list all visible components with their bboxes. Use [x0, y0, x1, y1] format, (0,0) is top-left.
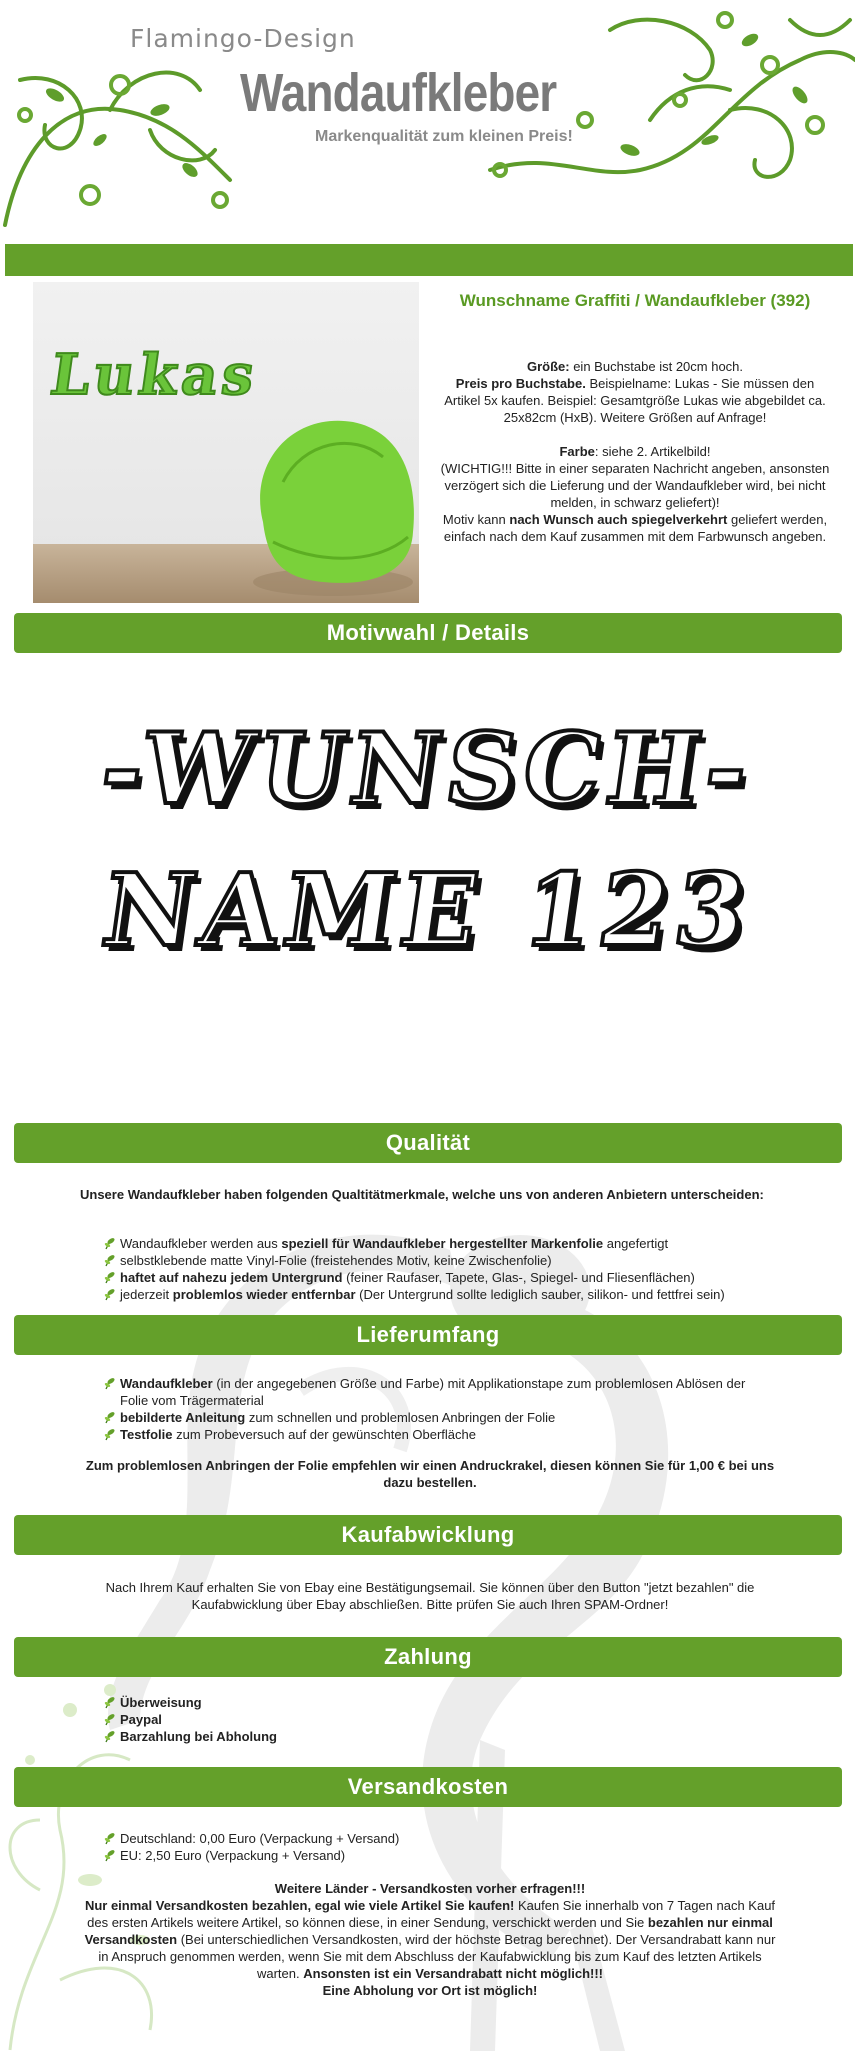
color-text: : siehe 2. Artikelbild! — [594, 444, 711, 459]
product-image — [33, 282, 419, 603]
versand-details — [80, 1880, 780, 1999]
leaf-bullet-icon — [104, 1237, 115, 1250]
list-item: Wandaufkleber (in der angegebenen Größe und Farbe) mit Applikationstape zum problemlosen Ablösen der Folie vom Trägermaterial — [104, 1375, 764, 1409]
price-text: Beispielname: Lukas - Sie müssen den Artikel 5x kaufen. Beispiel: Gesamtgröße Lukas wie abgebildet ca. 25x82cm (HxB). Weitere Größen auf Anfrage! — [444, 376, 826, 425]
section-kaufabwicklung-banner: Kaufabwicklung — [14, 1515, 842, 1555]
header-title: Wandaufkleber — [240, 63, 557, 123]
list-item: Barzahlung bei Abholung — [104, 1728, 504, 1745]
motiv-line-2: NAME 123 — [95, 851, 760, 969]
list-item: selbstklebende matte Vinyl-Folie (freistehendes Motiv, keine Zwischenfolie) — [104, 1252, 824, 1269]
zahlung-list — [104, 1694, 504, 1745]
list-item: haftet auf nahezu jedem Untergrund (feiner Raufaser, Tapete, Glas-, Spiegel- und Fliesenflächen) — [104, 1269, 824, 1286]
kaufabwicklung-text: Nach Ihrem Kauf erhalten Sie von Ebay eine Bestätigungsemail. Sie können über den Button "jetzt bezahlen" die Kaufabwicklung über Ebay abschließen. Bitte prüfen Sie auch Ihren SPAM-Ordner! — [105, 1580, 755, 1612]
section-motiv-banner: Motivwahl / Details — [14, 613, 842, 653]
price-label: Preis pro Buchstabe. — [455, 376, 586, 391]
size-label: Größe: — [526, 359, 570, 374]
header-brand: Flamingo-Design — [130, 24, 356, 53]
leaf-bullet-icon — [104, 1377, 115, 1390]
versand-list — [104, 1830, 604, 1864]
section-lieferumfang-banner: Lieferumfang — [14, 1315, 842, 1355]
color-label: Farbe — [559, 444, 595, 459]
leaf-bullet-icon — [104, 1730, 115, 1743]
qualitaet-list — [104, 1235, 824, 1303]
beanbag-graphic — [33, 282, 419, 603]
leaf-bullet-icon — [104, 1428, 115, 1441]
warning-text: (WICHTIG!!! Bitte in einer separaten Nachricht angeben, ansonsten verzögert sich die Lieferung und der Wandaufkleber wird, bei nicht melden, in schwarz geliefert)! — [440, 461, 830, 510]
product-description — [440, 358, 830, 545]
lieferumfang-note: Zum problemlosen Anbringen der Folie empfehlen wir einen Andruckrakel, diesen können Sie für 1,00 € bei uns dazu bestellen. — [85, 1458, 775, 1490]
section-zahlung-banner: Zahlung — [14, 1637, 842, 1677]
versand-other: Weitere Länder - Versandkosten vorher erfragen!!! — [274, 1881, 586, 1896]
header-slogan: Markenqualität zum kleinen Preis! — [315, 128, 573, 145]
leaf-bullet-icon — [104, 1849, 115, 1862]
list-item: Testfolie zum Probeversuch auf der gewünschten Oberfläche — [104, 1426, 764, 1443]
color-line — [440, 443, 830, 460]
list-item: Überweisung — [104, 1694, 504, 1711]
list-item: Wandaufkleber werden aus speziell für Wandaufkleber hergestellter Markenfolie angefertigt — [104, 1235, 824, 1252]
header-green-bar — [5, 244, 853, 276]
product-image-name: Lukas — [46, 342, 263, 408]
versand-once: Nur einmal Versandkosten bezahlen, egal wie viele Artikel Sie kaufen! Kaufen Sie innerhalb von 7 Tagen nach Kauf des ersten Artikels weitere Artikel, so können diese, in einer Sendung, verschickt werden und Sie bezahlen nur einmal Versandkosten (Bei unterschiedlichen Versandkosten, wird der höchste Betrag berechnet). Der Versandrabatt kann nur in Anspruch genommen werden, wenn Sie mit dem Abschluss der Kaufabwicklung bis zum Kauf des letzten Artikels warten. Ansonsten ist ein Versandrabatt nicht möglich!!! — [84, 1898, 776, 1981]
leaf-bullet-icon — [104, 1254, 115, 1267]
leaf-bullet-icon — [104, 1271, 115, 1284]
leaf-bullet-icon — [104, 1411, 115, 1424]
leaf-bullet-icon — [104, 1288, 115, 1301]
list-item: EU: 2,50 Euro (Verpackung + Versand) — [104, 1847, 604, 1864]
list-item: bebilderte Anleitung zum schnellen und problemlosen Anbringen der Folie — [104, 1409, 764, 1426]
list-item: Paypal — [104, 1711, 504, 1728]
qualitaet-intro: Unsere Wandaufkleber haben folgenden Qualtitätmerkmale, welche uns von anderen Anbietern unterscheiden: — [80, 1187, 764, 1202]
leaf-bullet-icon — [104, 1713, 115, 1726]
mirror-line: Motiv kann nach Wunsch auch spiegelverkehrt geliefert werden, einfach nach dem Kauf zusammen mit dem Farbwunsch angeben. — [442, 512, 828, 544]
section-qualitaet-banner: Qualität — [14, 1123, 842, 1163]
motiv-graffiti-text — [40, 712, 815, 969]
lieferumfang-list — [104, 1375, 764, 1443]
list-item: jederzeit problemlos wieder entfernbar (Der Untergrund sollte lediglich sauber, silikon- und fettfrei sein) — [104, 1286, 824, 1303]
section-versandkosten-banner: Versandkosten — [14, 1767, 842, 1807]
leaf-bullet-icon — [104, 1696, 115, 1709]
versand-pickup: Eine Abholung vor Ort ist möglich! — [322, 1983, 538, 1998]
list-item: Deutschland: 0,00 Euro (Verpackung + Versand) — [104, 1830, 604, 1847]
size-line — [440, 358, 830, 375]
product-title: Wunschname Graffiti / Wandaufkleber (392) — [459, 291, 811, 310]
motiv-line-1: -WUNSCH- — [94, 712, 761, 827]
price-line — [440, 375, 830, 426]
size-text: ein Buchstabe ist 20cm hoch. — [573, 359, 744, 374]
leaf-bullet-icon — [104, 1832, 115, 1845]
